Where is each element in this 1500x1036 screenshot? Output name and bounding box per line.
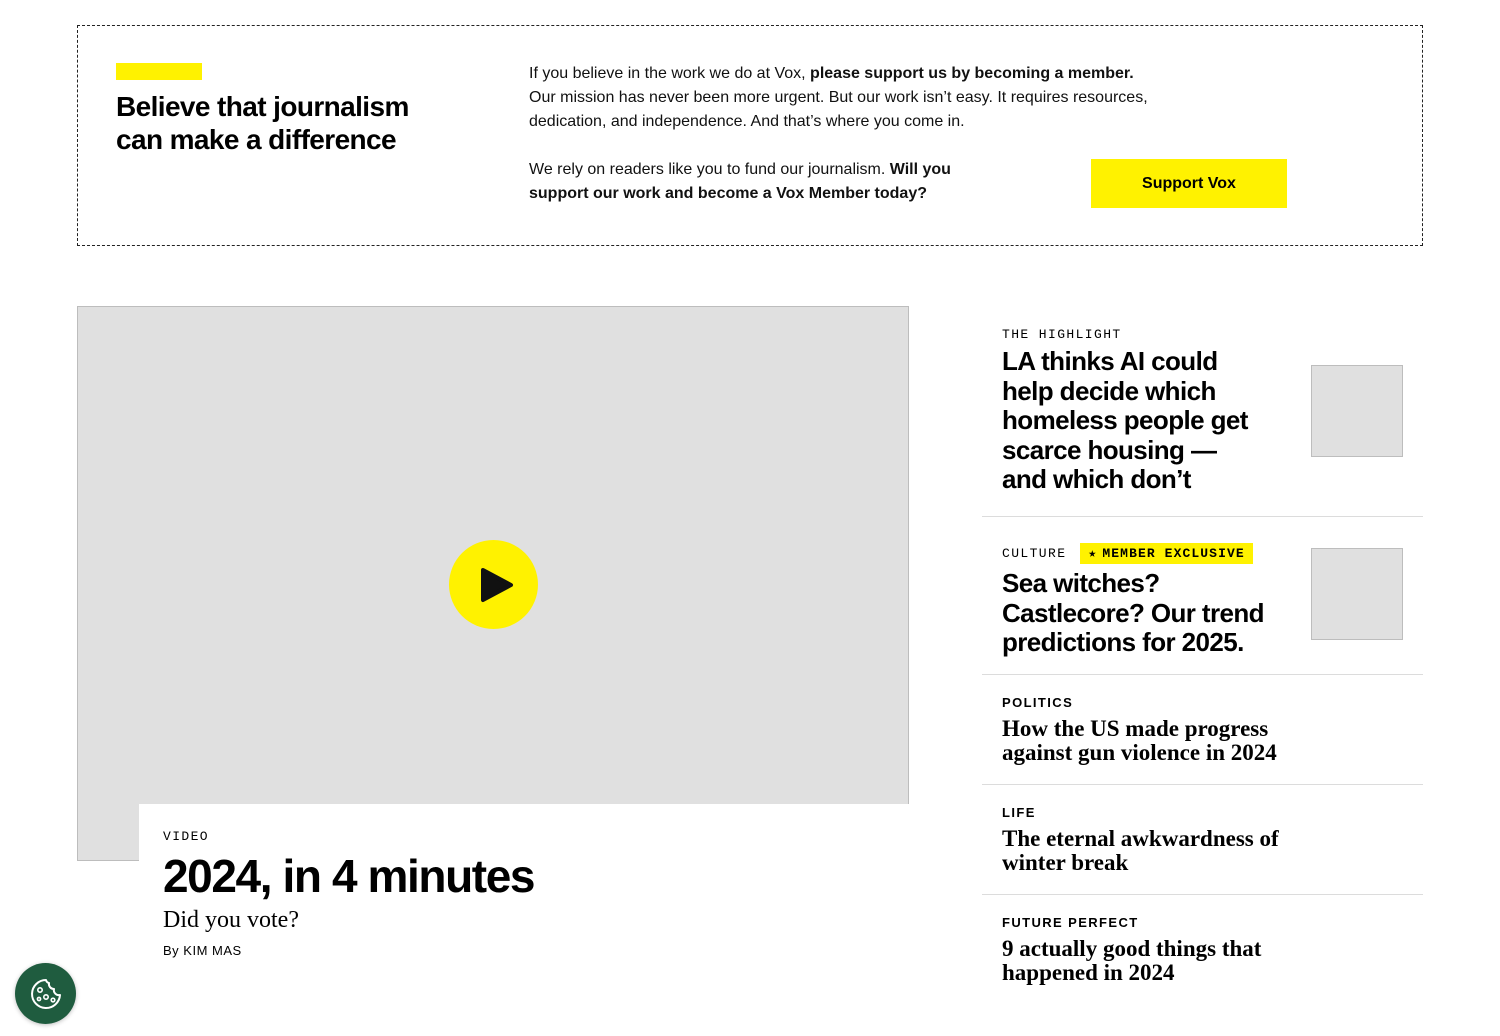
- story-thumbnail[interactable]: [1311, 365, 1403, 457]
- video-info-card: [139, 804, 909, 1004]
- banner-paragraph: [529, 62, 1149, 134]
- banner-paragraph: [529, 158, 979, 206]
- cookie-settings-button[interactable]: [15, 963, 76, 1024]
- video-title[interactable]: 2024, in 4 minutes: [163, 850, 535, 902]
- byline: [163, 943, 242, 958]
- story-item: [982, 675, 1423, 785]
- story-headline[interactable]: How the US made progress against gun violence in 2024: [1002, 716, 1277, 765]
- play-icon: [480, 567, 514, 603]
- byline-prefix: By: [163, 943, 184, 958]
- banner-copy: [529, 62, 1149, 206]
- banner-paragraph-text: Our mission has never been more urgent. But our work isn’t easy. It requires resources, dedication, and independence. And that’s where you come in.: [529, 89, 1148, 130]
- banner-accent-bar: [116, 63, 202, 80]
- story-item: [982, 306, 1423, 517]
- story-meta: [1002, 543, 1253, 564]
- sidebar-stories: [982, 306, 1423, 1005]
- badge-label: MEMBER EXCLUSIVE: [1102, 546, 1245, 561]
- support-banner: [77, 25, 1423, 246]
- story-meta: [1002, 327, 1122, 342]
- banner-heading: Believe that journalism can make a difference: [116, 91, 409, 155]
- story-headline[interactable]: Sea witches? Castlecore? Our trend predictions for 2025.: [1002, 568, 1264, 657]
- story-item: [982, 785, 1423, 895]
- story-thumbnail[interactable]: [1311, 548, 1403, 640]
- story-headline[interactable]: LA thinks AI could help decide which homeless people get scarce housing — and which don’t: [1002, 346, 1248, 494]
- star-icon: ★: [1088, 546, 1098, 561]
- banner-paragraph-emphasis: please support us by becoming a member.: [810, 65, 1134, 82]
- story-headline[interactable]: The eternal awkwardness of winter break: [1002, 826, 1279, 875]
- video-player[interactable]: [77, 306, 909, 861]
- section-label[interactable]: CULTURE: [1002, 546, 1067, 561]
- cookie-icon: [28, 976, 64, 1012]
- story-meta: [1002, 695, 1073, 710]
- story-item: [982, 895, 1423, 1005]
- support-vox-button[interactable]: Support Vox: [1091, 159, 1287, 208]
- video-kicker: VIDEO: [163, 829, 210, 844]
- video-dek: Did you vote?: [163, 907, 299, 933]
- section-label: THE HIGHLIGHT: [1002, 327, 1122, 342]
- story-meta: [1002, 915, 1139, 930]
- story-item: [982, 517, 1423, 675]
- banner-paragraph-text: We rely on readers like you to fund our journalism.: [529, 161, 890, 178]
- member-exclusive-badge: [1080, 543, 1252, 564]
- story-headline[interactable]: 9 actually good things that happened in 2024: [1002, 936, 1262, 985]
- section-label[interactable]: POLITICS: [1002, 695, 1074, 710]
- author-link[interactable]: KIM MAS: [183, 943, 242, 958]
- play-button[interactable]: [449, 540, 538, 629]
- banner-paragraph-text: If you believe in the work we do at Vox,: [529, 65, 811, 82]
- section-label[interactable]: FUTURE PERFECT: [1002, 915, 1139, 930]
- section-label[interactable]: LIFE: [1002, 805, 1036, 820]
- banner-paragraph-emphasis: Will you support our work and become a Vox Member today?: [529, 161, 951, 202]
- story-meta: [1002, 805, 1036, 820]
